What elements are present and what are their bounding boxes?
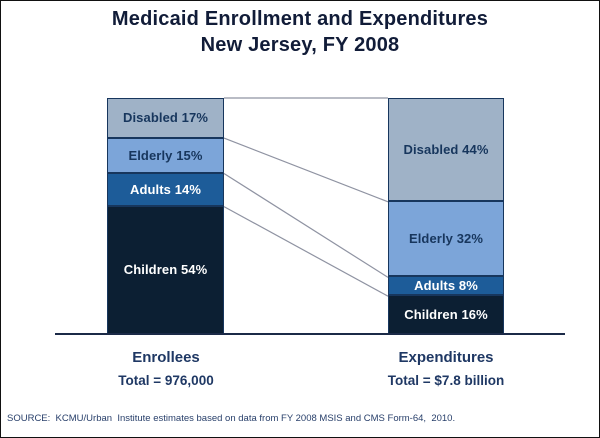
enrollees-axis-label-block: [81, 349, 251, 389]
enrollees-category-label: Enrollees: [132, 349, 200, 366]
expenditures-axis-label-block: [361, 349, 531, 389]
bar-segment-expenditures-children: Children 16%: [389, 296, 503, 333]
stacked-bar-enrollees: [107, 98, 224, 334]
bar-segment-expenditures-elderly: Elderly 32%: [389, 202, 503, 277]
bar-segment-enrollees-children: Children 54%: [108, 207, 223, 333]
enrollees-total-label: Total = 976,000: [118, 373, 214, 388]
stacked-bar-expenditures: [388, 98, 504, 334]
bar-segment-enrollees-elderly: Elderly 15%: [108, 139, 223, 174]
chart-title: [1, 6, 599, 58]
source-note: SOURCE: KCMU/Urban Institute estimates based on data from FY 2008 MSIS and CMS Form-64, 2010.: [7, 413, 456, 424]
bar-segment-enrollees-disabled: Disabled 17%: [108, 99, 223, 139]
chart-title-line1: Medicaid Enrollment and Expenditures: [111, 8, 489, 30]
bar-segment-expenditures-adults: Adults 8%: [389, 277, 503, 296]
bar-segment-expenditures-disabled: Disabled 44%: [389, 99, 503, 202]
x-axis-line: [55, 333, 565, 335]
chart-title-line2: New Jersey, FY 2008: [200, 34, 400, 56]
bar-segment-enrollees-adults: Adults 14%: [108, 174, 223, 207]
expenditures-total-label: Total = $7.8 billion: [387, 373, 505, 388]
expenditures-category-label: Expenditures: [398, 349, 494, 366]
